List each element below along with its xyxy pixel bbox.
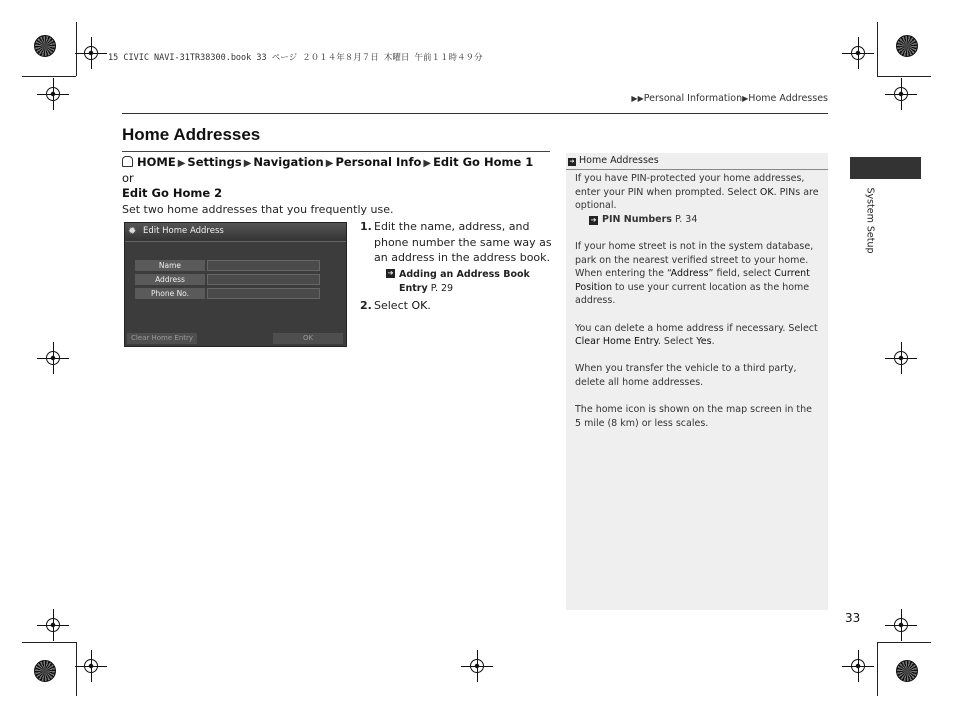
xref-page: P. 34 bbox=[674, 213, 698, 225]
title-rule bbox=[122, 151, 550, 152]
crop-mark bbox=[877, 642, 878, 696]
print-header: 15 CIVIC NAVI-31TR38300.book 33 ページ ２０１４年８月７日 木曜日 午前１１時４９分 bbox=[108, 53, 483, 63]
crop-mark bbox=[22, 642, 76, 643]
registration-rosette-bottom-right bbox=[896, 660, 918, 682]
navigation-path bbox=[122, 155, 542, 201]
breadcrumb-arrow-icon: ▶ bbox=[742, 94, 749, 103]
arrow-icon: ▶ bbox=[177, 158, 186, 169]
nav-or: or bbox=[122, 171, 134, 185]
keyword: Yes bbox=[696, 336, 712, 348]
step-text-end: . bbox=[427, 298, 431, 312]
page-title: Home Addresses bbox=[122, 125, 261, 144]
sidebar-heading-text: Home Addresses bbox=[579, 155, 659, 166]
intro-text: Set two home addresses that you frequently use. bbox=[122, 203, 394, 216]
text: If you have PIN-protected your home addresses, enter your PIN when prompted. Select bbox=[575, 173, 805, 198]
ok-button: OK bbox=[273, 333, 343, 344]
xref-page: P. 29 bbox=[430, 282, 454, 294]
cross-reference-arrow-icon: ➔ bbox=[387, 268, 394, 277]
section-tab-label: System Setup bbox=[864, 187, 876, 254]
breadcrumb bbox=[631, 93, 828, 104]
screen-title: Edit Home Address bbox=[143, 226, 224, 236]
text: If your home street is not in the system database, park on the nearest verified street to your home. When entering the “ bbox=[575, 240, 814, 280]
home-button-icon bbox=[122, 156, 133, 167]
registration-mark bbox=[894, 618, 908, 632]
sidebar-body bbox=[575, 172, 821, 444]
clear-home-entry-button: Clear Home Entry bbox=[127, 333, 197, 344]
crop-mark bbox=[22, 76, 76, 77]
registration-mark bbox=[851, 46, 865, 60]
note-icon: ➔ bbox=[569, 158, 575, 165]
nav-item-edit-go-home-2: Edit Go Home 2 bbox=[122, 186, 223, 200]
registration-mark bbox=[46, 87, 60, 101]
screen-row-phone bbox=[135, 288, 318, 299]
text: . PINs are optional. bbox=[575, 186, 819, 212]
registration-mark bbox=[84, 46, 98, 60]
crop-mark bbox=[877, 642, 931, 643]
xref-title: PIN Numbers bbox=[602, 213, 672, 225]
sidebar-notes bbox=[566, 153, 828, 610]
keyword: Current Position bbox=[575, 268, 810, 293]
text: You can delete a home address if necessary. Select bbox=[575, 322, 818, 334]
registration-mark bbox=[46, 351, 60, 365]
sidebar-paragraph bbox=[575, 172, 821, 213]
cross-reference-arrow-icon: ➔ bbox=[590, 215, 597, 224]
cross-reference bbox=[360, 268, 555, 296]
registration-rosette-bottom-left bbox=[34, 660, 56, 682]
step-text: Edit the name, address, and phone number the same way as an address in the address book. bbox=[374, 220, 552, 264]
screen-field-label: Phone No. bbox=[135, 288, 205, 299]
crop-mark bbox=[76, 642, 77, 696]
section-tab bbox=[850, 157, 921, 179]
step-keyword: OK bbox=[411, 298, 428, 312]
screen-field-label: Address bbox=[135, 274, 205, 285]
registration-mark bbox=[46, 618, 60, 632]
registration-mark bbox=[894, 351, 908, 365]
sidebar-paragraph bbox=[575, 240, 821, 308]
sidebar-cross-reference bbox=[575, 213, 821, 227]
registration-rosette-top-left bbox=[34, 35, 56, 57]
step-number: 1. bbox=[360, 220, 372, 233]
breadcrumb-page: Home Addresses bbox=[748, 93, 828, 104]
sidebar-paragraph bbox=[575, 322, 821, 349]
sidebar-paragraph: The home icon is shown on the map screen in the 5 mile (8 km) or less scales. bbox=[575, 404, 813, 429]
registration-mark bbox=[470, 659, 484, 673]
step-2 bbox=[360, 298, 555, 314]
breadcrumb-section: Personal Information bbox=[643, 93, 743, 104]
text: to use your current location as the home address. bbox=[575, 281, 810, 307]
edit-home-address-screen bbox=[124, 222, 347, 347]
gear-icon: ✹ bbox=[128, 226, 137, 237]
top-rule bbox=[122, 113, 828, 114]
registration-rosette-top-right bbox=[896, 35, 918, 57]
registration-mark bbox=[894, 87, 908, 101]
xref-title: Adding an Address Book Entry bbox=[399, 268, 530, 294]
address-field bbox=[207, 274, 320, 285]
registration-mark bbox=[851, 659, 865, 673]
step-1 bbox=[360, 219, 555, 266]
breadcrumb-arrows-icon: ▶▶ bbox=[631, 94, 644, 103]
keyword: OK bbox=[759, 186, 774, 198]
crop-mark bbox=[877, 22, 878, 76]
screen-titlebar bbox=[125, 223, 346, 242]
arrow-icon: ▶ bbox=[325, 158, 334, 169]
arrow-icon: ▶ bbox=[423, 158, 432, 169]
nav-item-personal-info: Personal Info bbox=[335, 155, 422, 169]
keyword: Clear Home Entry bbox=[575, 336, 658, 348]
steps bbox=[360, 219, 555, 313]
screen-row-address bbox=[135, 274, 318, 285]
nav-item-settings: Settings bbox=[187, 155, 242, 169]
sidebar-paragraph: When you transfer the vehicle to a third party, delete all home addresses. bbox=[575, 363, 797, 388]
text: . Select bbox=[657, 336, 697, 348]
screen-field-label: Name bbox=[135, 260, 205, 271]
step-text: Select bbox=[374, 298, 412, 312]
keyword: Address bbox=[670, 268, 709, 280]
text: ” field, select bbox=[708, 268, 775, 280]
arrow-icon: ▶ bbox=[243, 158, 252, 169]
nav-item-navigation: Navigation bbox=[253, 155, 324, 169]
sidebar-heading bbox=[566, 153, 828, 170]
crop-mark bbox=[76, 22, 77, 76]
name-field bbox=[207, 260, 320, 271]
page-number: 33 bbox=[845, 611, 861, 625]
phone-field bbox=[207, 288, 320, 299]
registration-mark bbox=[84, 659, 98, 673]
screen-row-name bbox=[135, 260, 318, 271]
crop-mark bbox=[877, 76, 931, 77]
text: . bbox=[711, 336, 715, 348]
nav-item-edit-go-home-1: Edit Go Home 1 bbox=[433, 155, 534, 169]
nav-item-home: HOME bbox=[137, 155, 176, 169]
step-number: 2. bbox=[360, 298, 372, 312]
